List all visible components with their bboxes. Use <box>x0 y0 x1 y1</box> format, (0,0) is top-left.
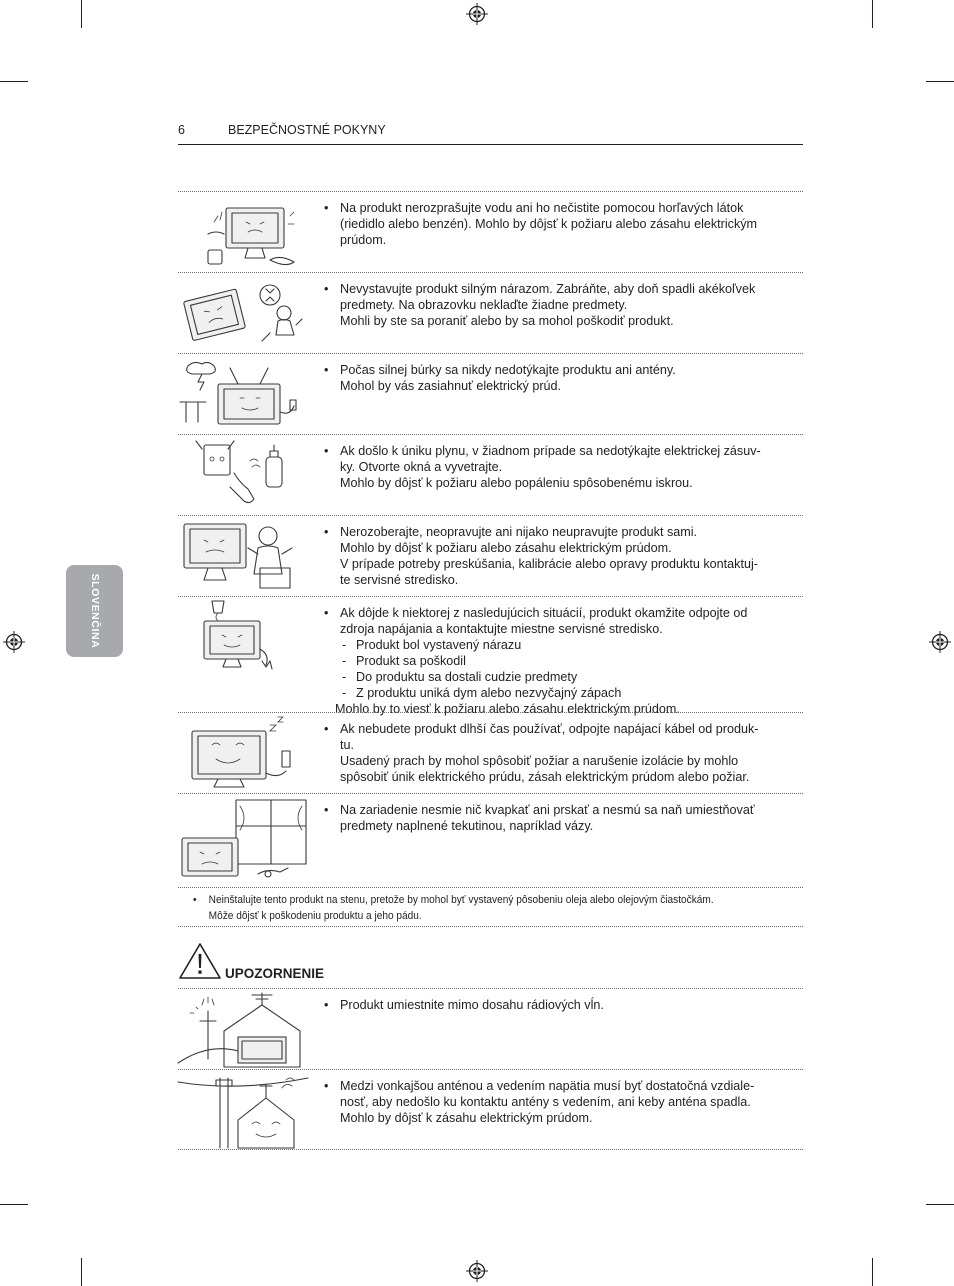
safety-item <box>178 434 803 515</box>
text-line: Mohlo by dôjsť k zásahu elektrickým prúdom. <box>340 1111 593 1125</box>
language-tab-label: SLOVENČINA <box>88 573 101 649</box>
crop-mark <box>872 1258 873 1286</box>
gas-leak-socket-icon <box>178 437 308 513</box>
dash-line: - Do produktu sa dostali cudzie predmety <box>324 669 784 685</box>
registration-mark-icon <box>929 631 951 653</box>
text-line: predmety naplnené tekutinou, napríklad vázy. <box>340 819 594 833</box>
tv-damaged-unplug-icon <box>178 599 308 675</box>
footnote-bullet: • <box>193 894 197 906</box>
text-line: (riedidlo alebo benzén). Mohlo by dôjsť k požiaru alebo zásahu elektrickým <box>340 217 758 231</box>
tv-window-liquid-icon <box>178 796 308 886</box>
text-line: prúdom. <box>340 233 387 247</box>
crop-mark <box>0 1204 28 1205</box>
safety-item-text <box>324 443 784 491</box>
text-line: Mohlo by to viesť k požiaru alebo zásahu elektrickým prúdom. <box>335 702 680 716</box>
dash-line: - Produkt bol vystavený nárazu <box>324 637 784 653</box>
text-line: Neinštalujte tento produkt na stenu, pretože by mohol byť vystavený pôsobeniu oleja alebo olejovým čiastočkám. <box>208 894 714 906</box>
safety-item <box>178 272 803 353</box>
caution-item-text <box>324 1078 784 1126</box>
safety-item <box>178 191 803 272</box>
registration-mark-icon <box>466 3 488 25</box>
tv-disassembly-icon <box>178 518 308 594</box>
safety-item <box>178 353 803 434</box>
text-line: zdroja napájania a kontaktujte miestne servisné stredisko. <box>340 622 663 636</box>
text-line: nosť, aby nedošlo ku kontaktu antény s vedením, ani keby anténa spadla. <box>340 1095 751 1109</box>
warning-heading <box>178 942 478 986</box>
text-line: te servisné stredisko. <box>340 573 459 587</box>
power-line-antenna-icon <box>178 1072 308 1148</box>
text-line: spôsobiť únik elektrického prúdu, zásah elektrickým prúdom alebo požiar. <box>340 770 750 784</box>
tv-impact-ball-icon <box>178 275 308 351</box>
safety-item <box>178 596 803 716</box>
house-antenna-radio-icon <box>178 991 308 1067</box>
crop-mark <box>0 81 28 82</box>
bottom-divider <box>178 1149 803 1150</box>
text-line: tu. <box>340 738 355 752</box>
text-line: Usadený prach by mohol spôsobiť požiar a narušenie izolácie by mohlo <box>340 754 739 768</box>
text-line: Mohlo by dôjsť k požiaru alebo popáleniu spôsobenému iskrou. <box>340 476 693 490</box>
page-header <box>178 122 803 145</box>
warning-triangle-icon <box>178 942 222 980</box>
safety-item-text <box>324 281 784 329</box>
dash-line: - Produkt sa poškodil <box>324 653 784 669</box>
text-line: ky. Otvorte okná a vyvetrajte. <box>340 460 503 474</box>
bullet-line: • Produkt umiestnite mimo dosahu rádiových vĺn. <box>324 997 784 1013</box>
bullet-line: • Na produkt nerozprašujte vodu ani ho nečistite pomocou horľavých látok <box>324 200 784 216</box>
dash-line: - Z produktu uniká dym alebo nezvyčajný zápach <box>324 685 784 701</box>
footnote-text <box>193 892 745 924</box>
bullet-line: • Nevystavujte produkt silným nárazom. Zabráňte, aby doň spadli akékoľvek <box>324 281 784 297</box>
footnote <box>178 887 803 927</box>
bullet-line: • Ak dôjde k niektorej z nasledujúcich situácií, produkt okamžite odpojte od <box>324 605 784 621</box>
bullet-line: • Počas silnej búrky sa nikdy nedotýkajte produktu ani antény. <box>324 362 784 378</box>
text-line: Mohli by ste sa poraniť alebo by sa mohol poškodiť produkt. <box>340 314 674 328</box>
text-line: Môže dôjsť k poškodeniu produktu a jeho pádu. <box>208 910 422 922</box>
text-line: V prípade potreby preskúšania, kalibrácie alebo opravy produktu kontaktuj- <box>340 557 758 571</box>
bullet-line: • Medzi vonkajšou anténou a vedením napätia musí byť dostatočná vzdiale- <box>324 1078 784 1094</box>
bullet-line: • Ak došlo k úniku plynu, v žiadnom prípade sa nedotýkajte elektrickej zásuv- <box>324 443 784 459</box>
page-number: 6 <box>178 123 185 137</box>
tv-sleeping-unplug-icon <box>178 715 308 791</box>
safety-item <box>178 515 803 596</box>
section-title: BEZPEČNOSTNÉ POKYNY <box>228 123 386 137</box>
safety-item-text <box>324 605 784 717</box>
text-line: Mohol by vás zasiahnuť elektrický prúd. <box>340 379 562 393</box>
safety-item-text <box>324 362 784 394</box>
registration-mark-icon <box>3 631 25 653</box>
caution-item <box>178 1069 803 1150</box>
language-tab <box>66 565 123 657</box>
bullet-line: • Nerozoberajte, neopravujte ani nijako neupravujte produkt sami. <box>324 524 784 540</box>
caution-item-text <box>324 997 784 1013</box>
registration-mark-icon <box>466 1260 488 1282</box>
safety-item-text <box>324 802 784 834</box>
crop-mark <box>81 1258 82 1286</box>
text-line: predmety. Na obrazovku neklaďte žiadne predmety. <box>340 298 628 312</box>
safety-item <box>178 793 803 887</box>
bullet-line: • Na zariadenie nesmie nič kvapkať ani prskať a nesmú sa naň umiestňovať <box>324 802 784 818</box>
text-line: Mohlo by dôjsť k požiaru alebo zásahu elektrickým prúdom. <box>340 541 672 555</box>
safety-item-text <box>324 721 784 785</box>
tv-lightning-storm-icon <box>178 356 308 432</box>
crop-mark <box>926 1204 954 1205</box>
crop-mark <box>926 81 954 82</box>
safety-item <box>178 712 803 793</box>
safety-item-text <box>324 524 784 588</box>
caution-item <box>178 988 803 1069</box>
warning-title: UPOZORNENIE <box>225 966 325 981</box>
crop-mark <box>872 0 873 28</box>
bullet-line: • Ak nebudete produkt dlhší čas používať, odpojte napájací kábel od produk- <box>324 721 784 737</box>
tv-water-spray-icon <box>178 194 308 270</box>
crop-mark <box>81 0 82 28</box>
safety-item-text <box>324 200 784 248</box>
